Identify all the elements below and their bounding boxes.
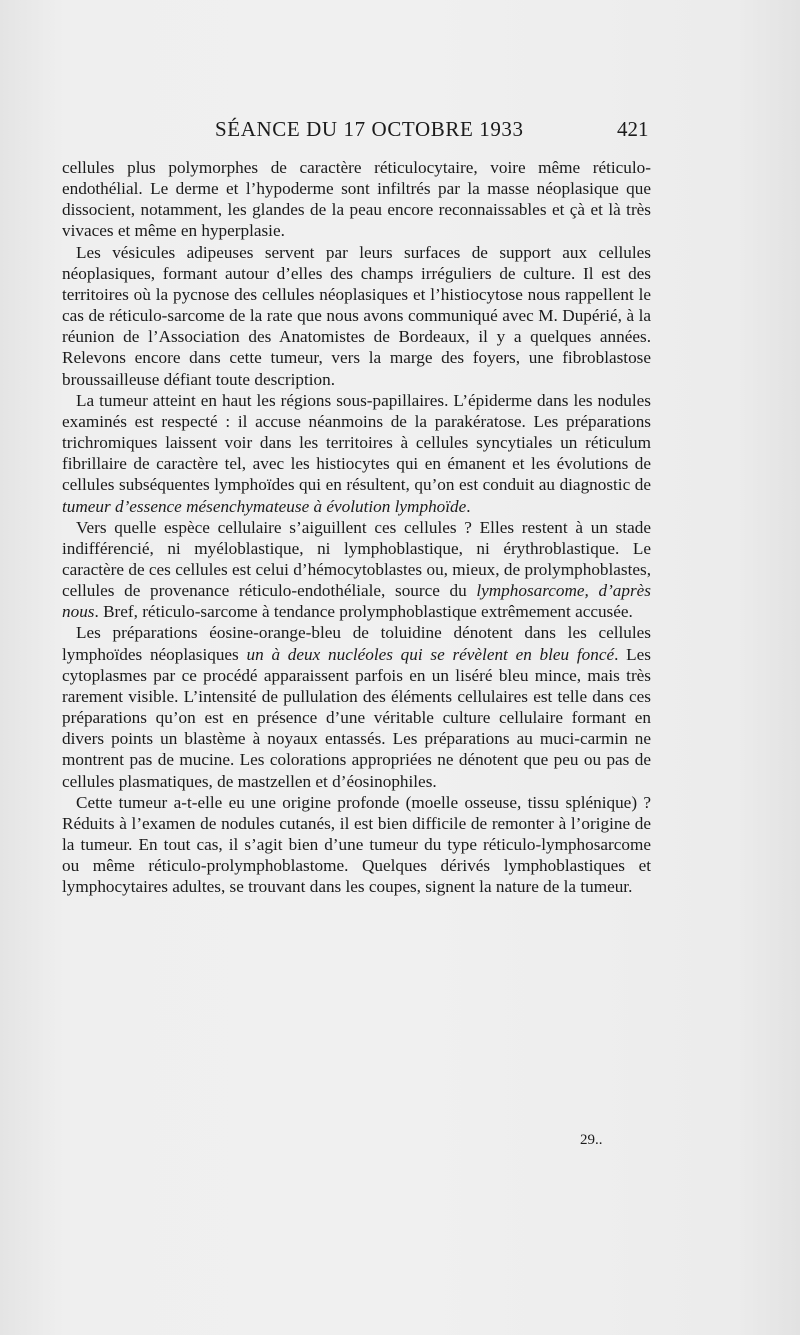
paragraph [62,792,651,898]
page-number: 421 [617,117,649,141]
text-run: . Bref, réticulo-sarcome à tendance prolymphoblastique extrêmement accusée. [94,602,633,622]
paragraph [62,622,651,791]
text-run: Cette tumeur a-t-elle eu une origine profonde (moelle osseuse, tissu splénique) ? Réduits à l’examen de nodules cutanés, il est bien difficile de remonter à l’origine de la tumeur. En tout cas, il s’agit bien d’une tumeur du type réticulo-lymphosarcome ou même réticulo-prolymphoblastome. Quelques dérivés lymphoblastiques et lymphocytaires adultes, se trouvant dans les coupes, signent la nature de la tumeur. [62,792,651,897]
text-run: . [466,496,471,516]
body-text [62,157,651,897]
text-run: Les préparations éosine-orange-bleu de toluidine dénotent dans les cellules lymphoïdes néoplasiques [62,623,651,664]
text-run: cellules plus polymorphes de caractère réticulocytaire, voire même réticulo-endothélial. Le derme et l’hypoderme sont infiltrés par la masse néoplasique que dissocient, notamment, les glandes de la peau encore reconnaissables et çà et là très vivaces et même en hyperplasie. [62,158,651,241]
paragraph [62,517,651,623]
running-head: SÉANCE DU 17 OCTOBRE 1933 [215,117,524,141]
paragraph [62,157,651,242]
italic-text-run: lymphosarcome, d’après nous [62,581,651,622]
paragraph [62,390,651,517]
page-header [0,117,800,147]
italic-text-run: un à deux nucléoles qui se révèlent en bleu foncé [246,644,615,664]
signature-mark: 29.. [580,1132,603,1148]
text-run: Vers quelle espèce cellulaire s’aiguillent ces cellules ? Elles restent à un stade indifférencié, ni myéloblastique, ni lymphoblastique, ni érythroblastique. Le caractère de ces cellules est celui d’hémocytoblastes ou, mieux, de prolymphoblastes, cellules de provenance réticulo-endothéliale, source du [62,517,651,601]
text-run: La tumeur atteint en haut les régions sous-papillaires. L’épiderme dans les nodules examinés est respecté : il accuse néanmoins de la parakératose. Les préparations trichromiques laissent voir dans les territoires à cellules syncytiales un réticulum fibrillaire de caractère tel, avec les histiocytes qui en émanent et les évolutions de cellules subséquentes lymphoïdes qui en résultent, qu’on est conduit au diagnostic de [62,390,651,495]
text-run: Les vésicules adipeuses servent par leurs surfaces de support aux cellules néoplasiques, formant autour d’elles des champs irréguliers de culture. Il est des territoires où la pycnose des cellules néoplasiques et l’histiocytose nous rappellent le cas de réticulo-sarcome de la rate que nous avons communiqué avec M. Dupérié, à la réunion de l’Association des Anatomistes de Bordeaux, il y a quelques années. Relevons encore dans cette tumeur, vers la marge des foyers, une fibroblastose broussailleuse défiant toute description. [62,242,651,389]
italic-text-run: tumeur d’essence mésenchymateuse à évolution lymphoïde [62,496,467,516]
text-run: . Les cytoplasmes par ce procédé apparaissent parfois en un liséré bleu mince, mais très rarement visible. L’intensité de pullulation des éléments cellulaires est telle dans ces préparations qu’on est en présence d’une véritable culture cellulaire formant en divers points un blastème à noyaux entassés. Les préparations au muci-carmin ne montrent pas de mucine. Les colorations appropriées ne dénotent que peu ou pas de cellules plasmatiques, de mastzellen et d’éosinophiles. [62,644,651,791]
paragraph [62,242,651,390]
